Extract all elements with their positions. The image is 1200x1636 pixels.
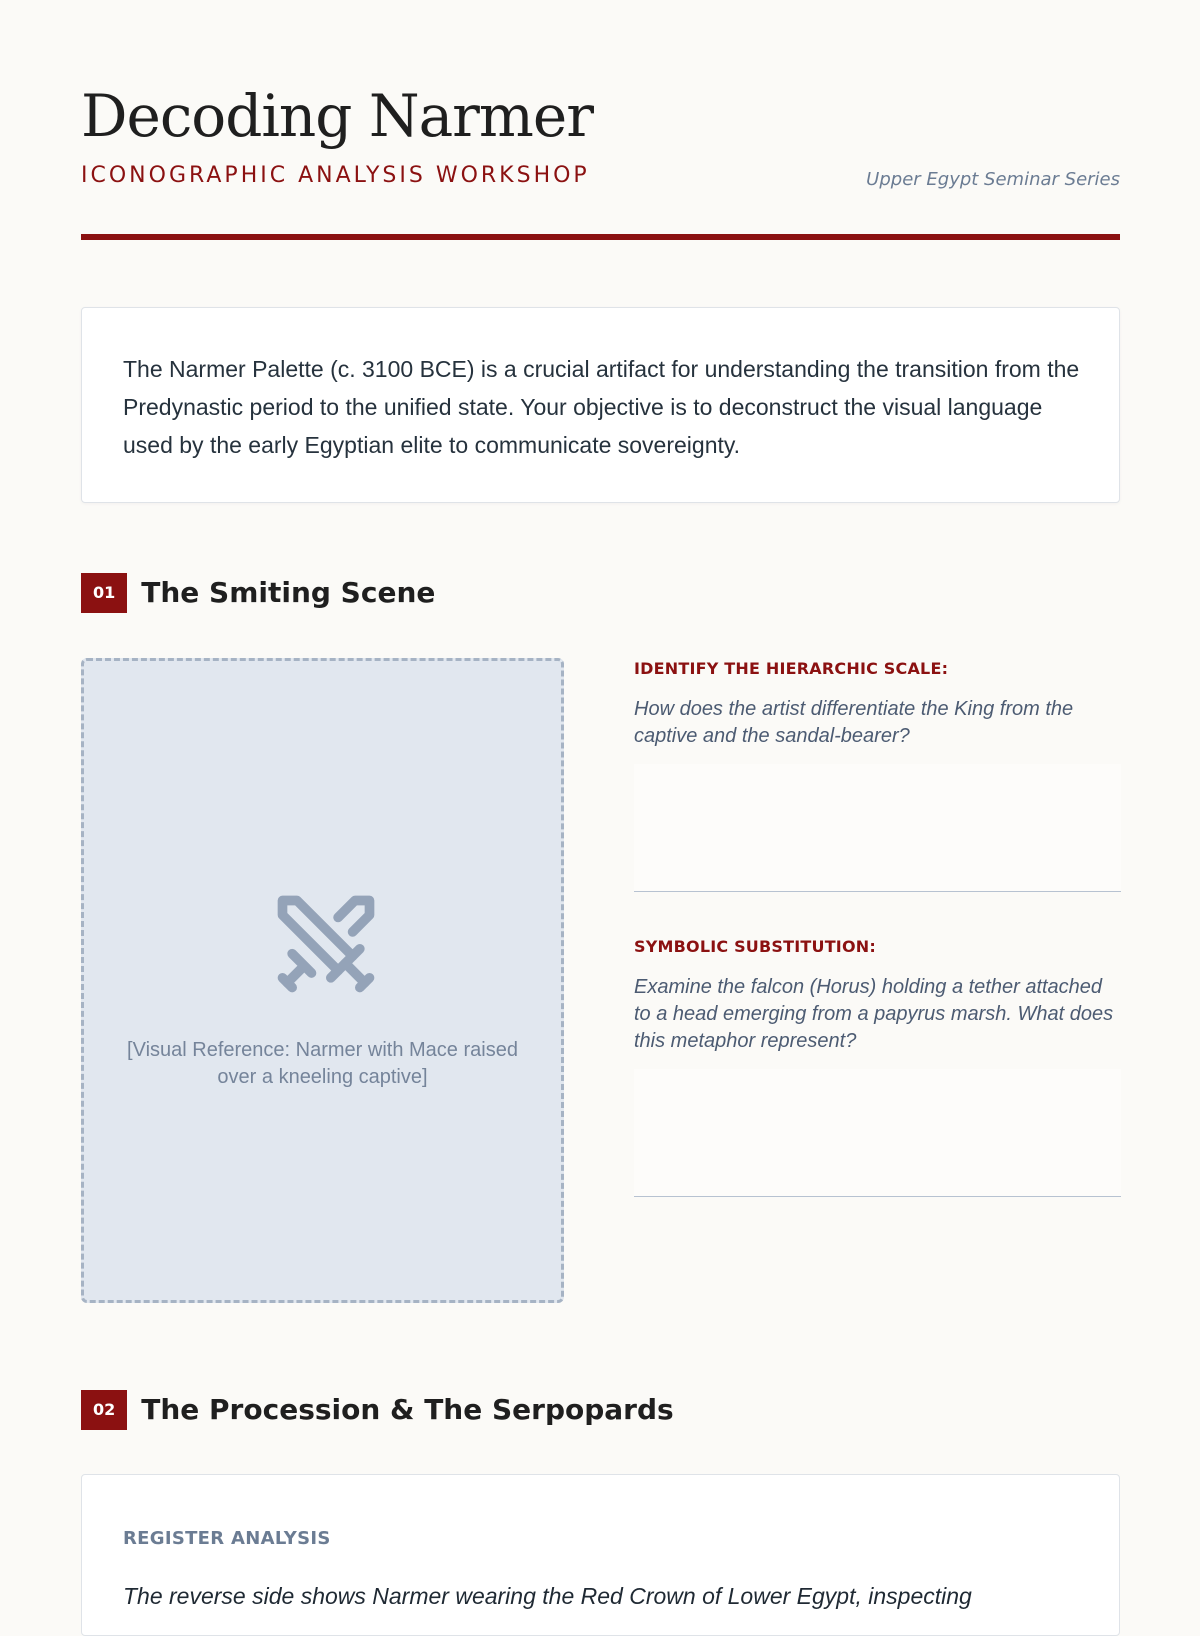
question-prompt: Examine the falcon (Horus) holding a tether attached to a head emerging from a papyrus marsh. What does this metaphor represent?: [634, 976, 1114, 1052]
answer-field-symbolic-substitution[interactable]: [634, 1069, 1121, 1197]
header-divider: [81, 234, 1120, 240]
register-analysis-label: REGISTER ANALYSIS: [123, 1528, 331, 1549]
question-label: SYMBOLIC SUBSTITUTION:: [634, 937, 876, 956]
series-label: Upper Egypt Seminar Series: [866, 169, 1120, 190]
answer-field-hierarchic-scale[interactable]: [634, 764, 1121, 892]
worksheet-page: [81, 0, 1120, 1609]
intro-text: The Narmer Palette (c. 3100 BCE) is a crucial artifact for understanding the transition from the Predynastic period to the unified state. Your objective is to deconstruct the visual language used by the early Egyptian elite to communicate sovereignty.: [123, 356, 1080, 458]
page-subtitle: ICONOGRAPHIC ANALYSIS WORKSHOP: [81, 163, 590, 188]
intro-card: [81, 307, 1120, 503]
section-number-badge: 02: [81, 1390, 127, 1430]
register-analysis-card: [81, 1474, 1120, 1636]
crossed-swords-icon: [268, 886, 384, 1002]
visual-reference-caption: [Visual Reference: Narmer with Mace raised over a kneeling captive]: [127, 1039, 518, 1088]
page-title: Decoding Narmer: [81, 82, 593, 150]
question-symbolic-substitution: [634, 936, 1121, 1197]
question-label: IDENTIFY THE HIERARCHIC SCALE:: [634, 659, 949, 678]
visual-reference-placeholder: [81, 658, 564, 1303]
section-title: The Smiting Scene: [141, 576, 436, 609]
register-analysis-text: The reverse side shows Narmer wearing the Red Crown of Lower Egypt, inspecting: [123, 1583, 972, 1609]
question-hierarchic-scale: [634, 658, 1121, 892]
question-prompt: How does the artist differentiate the King from the captive and the sandal-bearer?: [634, 698, 1074, 747]
section-number-badge: 01: [81, 573, 127, 613]
section-heading-smiting-scene: [81, 573, 435, 613]
section-heading-procession: [81, 1390, 674, 1430]
section-title: The Procession & The Serpopards: [141, 1393, 674, 1426]
